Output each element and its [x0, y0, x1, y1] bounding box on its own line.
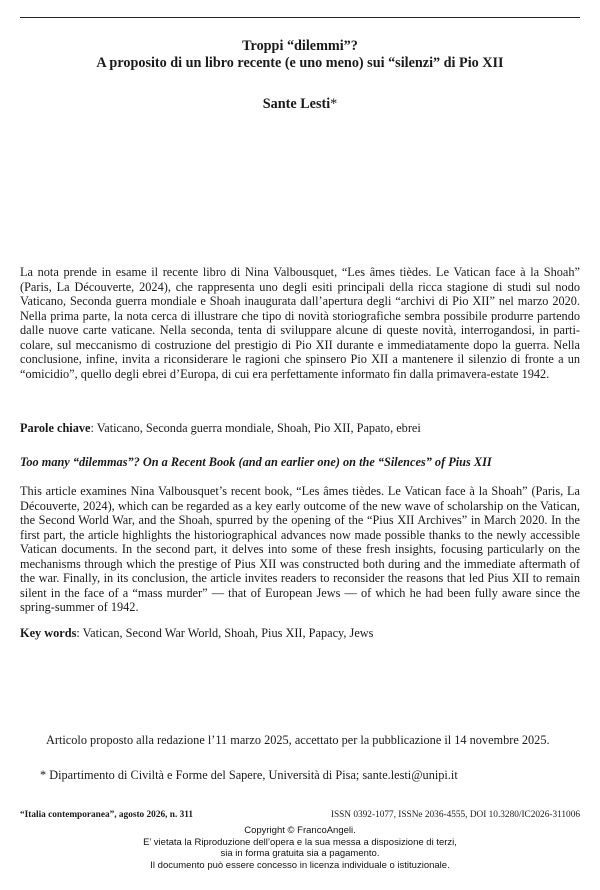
header-rule: [20, 17, 580, 18]
keywords-italian-label: Parole chiave: [20, 421, 91, 435]
journal-identifiers: ISSN 0392-1077, ISSNe 2036-4555, DOI 10.3280/IC2026-311006: [330, 810, 580, 820]
article-author: [20, 96, 580, 113]
copyright-line-1: Copyright © FrancoAngeli.: [244, 825, 356, 836]
author-affiliation: * Dipartimento di Civiltà e Forme del Sapere, Università di Pisa; sante.lesti@unipi.it: [40, 768, 458, 782]
submission-note: Articolo proposto alla redazione l’11 marzo 2025, accettato per la pubblicazione il 14 novembre 2025.: [46, 733, 550, 747]
author-footnote-mark: *: [330, 96, 338, 112]
copyright-line-3: sia in forma gratuita sia a pagamento.: [220, 848, 380, 859]
journal-citation: “Italia contemporanea”, agosto 2026, n. 311: [20, 810, 194, 820]
copyright-line-2: E’ vietata la Riproduzione dell’opera e la sua messa a disposizione di terzi,: [143, 836, 457, 848]
article-title: [20, 38, 580, 72]
author-name: Sante Lesti: [262, 96, 331, 112]
keywords-italian: [20, 421, 580, 436]
abstract-english: This article examines Nina Valbousquet’s recent book, “Les âmes tièdes. Le Vatican face à la Shoah” (Paris, La Découverte, 2024), which can be regarded as a key early outcome of the new wave of scholarship on the Vatican, the Second World War, and the Shoah, spurred by the opening of the “Pius XII Archives” in March 2020. In the first part, the article highlights the historiographical advances now made possible thanks to the newly accessible Vatican documents. In the second part, it delves into some of these fresh insights, focusing particularly on the mechanisms through which the prestige of Pius XII was constructed both during and the immediate aftermath of the war. Finally, in its conclusion, the article invites readers to reconsider the reasons that led Pius XII to remain silent in the face of a “mass murder” — that of European Jews — of which he had been fully aware since the spring-summer of 1942.: [20, 484, 580, 614]
keywords-english-label: Key words: [20, 626, 77, 640]
keywords-italian-list: : Vaticano, Seconda guerra mondiale, Shoah, Pio XII, Papato, ebrei: [90, 421, 421, 435]
copyright-line-4: Il documento può essere concesso in licenza individuale o istituzionale.: [150, 859, 450, 871]
article-title-line-2: A proposito di un libro recente (e uno meno) sui “silenzi” di Pio XII: [96, 55, 504, 71]
abstract-italian: La nota prende in esame il recente libro di Nina Valbousquet, “Les âmes tièdes. Le Vatican face à la Shoah” (Paris, La Découverte, 2024), che rappresenta uno degli esiti principali della ricca stagione di studi sul nodo Vaticano, Seconda guerra mondiale e Shoah inaugurata dall’apertura degli “archivi di Pio XII” nel marzo 2020. Nella prima parte, la nota cerca di illustrare che tipo di novità storiografiche sembra possibile produrre partendo dalle nuove carte vaticane. Nella seconda, tenta di sviluppare alcune di queste novità, interrogandosi, in particolare, sul meccanismo di costruzione del prestigio di Pio XII durante e immediatamente dopo la guerra. Nella conclusione, infine, invita a riconsiderare le ragioni che spinsero Pio XII a mantenere il silenzio di fronte a un “omicidio”, quello degli ebrei d’Europa, di cui era perfettamente informato fin dalla primavera-estate 1942.: [20, 265, 580, 381]
article-title-line-1: Troppi “dilemmi”?: [242, 38, 358, 54]
copyright-notice: [20, 825, 580, 871]
journal-footer: [20, 810, 580, 821]
keywords-english: [20, 626, 580, 641]
english-title: Too many “dilemmas”? On a Recent Book (and an earlier one) on the “Silences” of Pius XII: [20, 455, 492, 469]
keywords-english-list: : Vatican, Second War World, Shoah, Pius XII, Papacy, Jews: [76, 626, 374, 640]
